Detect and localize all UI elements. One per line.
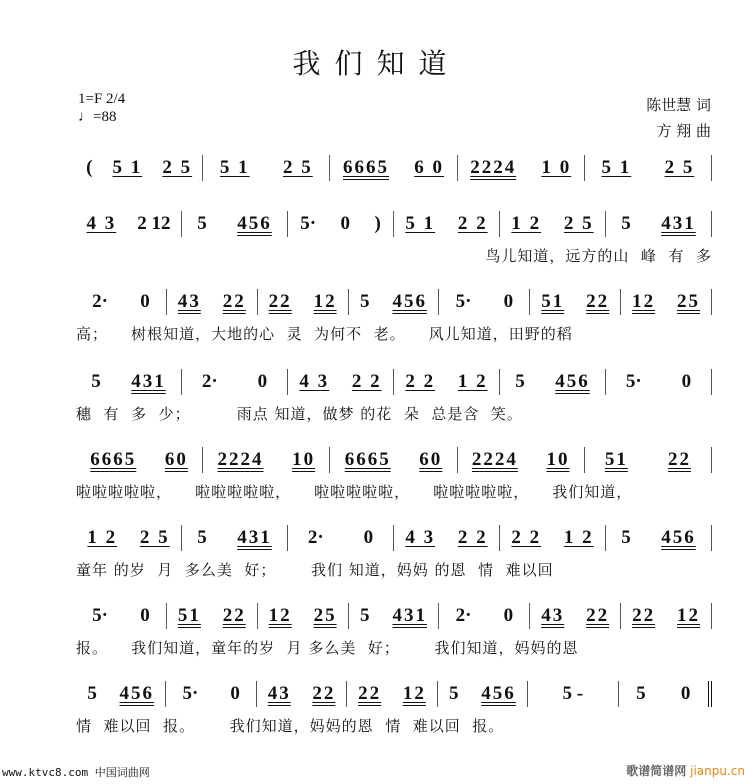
lyric-line: 穗 有 多 少； 雨点 知道，做梦 的花 朵 总是含 笑。	[76, 405, 523, 423]
note-group: 0	[681, 371, 692, 392]
note-group: 4 3	[86, 213, 117, 234]
note-group: 431	[131, 371, 166, 392]
note-group: 5	[197, 213, 207, 234]
note-group: 5	[360, 605, 370, 626]
note-group: 22	[222, 291, 246, 312]
measure	[621, 603, 712, 629]
note-group: 22	[586, 605, 610, 626]
measure	[619, 681, 712, 707]
measure	[258, 603, 349, 629]
measure	[258, 289, 349, 315]
note-group: 2·	[201, 371, 218, 392]
note-group: 5 1	[601, 157, 632, 178]
note-group: 0	[340, 213, 350, 234]
note-group: 2 2	[405, 371, 436, 392]
measure-row	[76, 211, 712, 237]
note-group: 12	[677, 605, 701, 626]
note-group: 456	[119, 683, 155, 704]
measure-row	[76, 603, 712, 629]
note-group: 431	[661, 213, 696, 234]
note-group: 60	[419, 449, 443, 470]
note-group: 6665	[343, 157, 390, 178]
tempo-marking: ♩=88	[78, 109, 117, 125]
note-group: 51	[177, 605, 201, 626]
note-group: 22	[632, 605, 656, 626]
note-group: 5	[515, 371, 525, 392]
note-group: 2 2	[457, 527, 488, 548]
measure	[530, 603, 621, 629]
note-group: 1 2	[563, 527, 594, 548]
note-group: 1 2	[457, 371, 488, 392]
measure	[330, 447, 457, 473]
note-group: 60	[164, 449, 188, 470]
credits	[646, 92, 711, 144]
note-group: 12	[313, 291, 337, 312]
note-group: 2 2	[511, 527, 542, 548]
measure	[621, 289, 712, 315]
measure	[76, 289, 167, 315]
lyricist: 陈世慧 词	[646, 96, 711, 114]
measure	[288, 369, 394, 395]
measure	[394, 369, 500, 395]
note-group: 5·	[300, 213, 317, 234]
note-group: 43	[541, 605, 565, 626]
note-group: 2 5	[664, 157, 695, 178]
measure	[500, 369, 606, 395]
note-group: 0	[363, 527, 374, 548]
measure	[528, 681, 618, 707]
note-group: 456	[661, 527, 696, 548]
note-group: 456	[481, 683, 516, 704]
note-group: 2 2	[457, 213, 488, 234]
note-group: 5	[636, 683, 646, 704]
note-group: 431	[392, 605, 427, 626]
note-group: 2·	[307, 527, 324, 548]
note-group: 0	[257, 371, 268, 392]
note-group: 2·	[455, 605, 472, 626]
footer-right-en: jianpu.cn	[690, 764, 745, 778]
note-group: 456	[555, 371, 590, 392]
composer: 方 翔 曲	[656, 122, 711, 140]
note-group: 5 1	[405, 213, 436, 234]
measure	[394, 211, 500, 237]
note-group: 5 -	[562, 683, 584, 704]
measure	[182, 211, 288, 237]
measure	[500, 211, 606, 237]
note-group: 43	[267, 683, 291, 704]
score-line	[76, 369, 712, 424]
note-group: 5	[621, 527, 631, 548]
note-group: 22	[667, 449, 691, 470]
lyric-line: 高； 树根知道，大地的心 灵 为何不 老。 风儿知道，田野的稻	[76, 325, 573, 343]
measure-row	[76, 369, 712, 395]
note-group: 5·	[92, 605, 108, 626]
note-group: 0	[503, 605, 514, 626]
note-group: 4 3	[299, 371, 330, 392]
note-group: 2 5	[162, 157, 193, 178]
note-group: 0	[680, 683, 691, 704]
note-group: 5	[360, 291, 370, 312]
note-group: 22	[358, 683, 382, 704]
note-group: 2 2	[351, 371, 382, 392]
note-group: 22	[222, 605, 246, 626]
note-group: 22	[268, 291, 292, 312]
measure-row	[76, 525, 712, 551]
note-group: 51	[604, 449, 628, 470]
measure	[438, 681, 528, 707]
note-group: 0	[230, 683, 240, 704]
lyric-line: 报。 我们知道，童年的岁 月 多么美 好； 我们知道，妈妈的恩	[76, 639, 579, 657]
measure	[439, 289, 530, 315]
note-group: 25	[677, 291, 701, 312]
note-group: 12	[268, 605, 292, 626]
measure-row	[76, 155, 712, 181]
note-group: 25	[313, 605, 337, 626]
note-group: 5	[91, 371, 101, 392]
measure	[394, 525, 500, 551]
note-group: 6 0	[414, 157, 444, 178]
note-group: 0	[140, 605, 150, 626]
measure	[458, 447, 585, 473]
measure	[349, 603, 440, 629]
measure	[330, 155, 457, 181]
measure	[167, 289, 258, 315]
measure	[76, 681, 166, 707]
note-group: 5	[197, 527, 207, 548]
note-group: 5	[449, 683, 459, 704]
measure	[76, 155, 203, 181]
note-group: 5 1	[112, 157, 143, 178]
note-group: 22	[586, 291, 610, 312]
note-group: 5 1	[219, 157, 250, 178]
measure	[76, 447, 203, 473]
note-group: 43	[177, 291, 201, 312]
lyric-line: 啦啦啦啦啦， 啦啦啦啦啦， 啦啦啦啦啦， 啦啦啦啦啦， 我们知道，	[76, 483, 633, 501]
key-tempo	[78, 90, 125, 126]
note-group: 1 0	[541, 157, 572, 178]
footer-right-cn: 歌谱简谱网	[626, 764, 687, 778]
note-group: 456	[392, 291, 427, 312]
measure	[166, 681, 256, 707]
note-group: 2 5	[139, 527, 170, 548]
measure	[182, 525, 288, 551]
note-group: 4 3	[405, 527, 436, 548]
measure-row	[76, 681, 712, 707]
note-group: 1 2	[511, 213, 542, 234]
measure	[257, 681, 347, 707]
measure	[76, 525, 182, 551]
key-signature: 1=F 2/4	[78, 91, 126, 107]
lyric-line: 情 难以回 报。 我们知道，妈妈的恩 情 难以回 报。	[76, 717, 505, 735]
score-line	[76, 211, 712, 266]
measure	[439, 603, 530, 629]
note-group: )	[374, 213, 381, 234]
score-line	[76, 681, 712, 736]
note-group: 2224	[470, 157, 517, 178]
song-title: 我们知道	[292, 47, 461, 80]
note-group: 0	[503, 291, 514, 312]
note-group: 51	[541, 291, 565, 312]
measure	[288, 211, 394, 237]
note-group: (	[86, 157, 93, 178]
measure	[585, 447, 712, 473]
note-group: 0	[140, 291, 150, 312]
score-line	[76, 155, 712, 181]
measure	[182, 369, 288, 395]
note-group: 22	[312, 683, 336, 704]
measure	[76, 369, 182, 395]
score-line	[76, 525, 712, 580]
footer-watermark-left: www.ktvc8.com 中国词曲网	[2, 766, 150, 779]
measure	[458, 155, 585, 181]
note-group: 2224	[471, 449, 518, 470]
measure	[585, 155, 712, 181]
measure	[530, 289, 621, 315]
measure	[606, 525, 712, 551]
note-group: 1 2	[87, 527, 118, 548]
measure	[203, 155, 330, 181]
measure-row	[76, 289, 712, 315]
note-group: 10	[292, 449, 316, 470]
score-line	[76, 447, 712, 502]
note-group: 6665	[90, 449, 137, 470]
note-group: 2 5	[282, 157, 313, 178]
note-group: 12	[632, 291, 656, 312]
note-group: 5·	[182, 683, 199, 704]
measure-row	[76, 447, 712, 473]
note-group: 6665	[344, 449, 391, 470]
note-group: 2·	[92, 291, 108, 312]
measure	[76, 211, 182, 237]
note-group: 2 5	[563, 213, 594, 234]
note-group: 431	[237, 527, 272, 548]
measure	[288, 525, 394, 551]
measure	[606, 211, 712, 237]
note-group: 5	[621, 213, 631, 234]
note-group: 5	[87, 683, 97, 704]
note-group: 10	[546, 449, 570, 470]
note-group: 12	[402, 683, 426, 704]
measure	[76, 603, 167, 629]
measure	[606, 369, 712, 395]
lyric-line: 童年 的岁 月 多么美 好； 我们 知道，妈妈 的恩 情 难以回	[76, 561, 554, 579]
score-line	[76, 289, 712, 344]
lyric-line: 鸟儿知道，远方的山 峰 有 多	[485, 247, 712, 265]
measure	[349, 289, 440, 315]
note-group: 2 12	[137, 213, 171, 234]
measure	[347, 681, 437, 707]
note-group: 2224	[217, 449, 264, 470]
measure	[167, 603, 258, 629]
measure	[203, 447, 330, 473]
note-group: 456	[237, 213, 272, 234]
score-line	[76, 603, 712, 658]
note-group: 5·	[455, 291, 472, 312]
note-group: 5·	[625, 371, 642, 392]
measure	[500, 525, 606, 551]
footer-watermark-right	[626, 762, 745, 779]
